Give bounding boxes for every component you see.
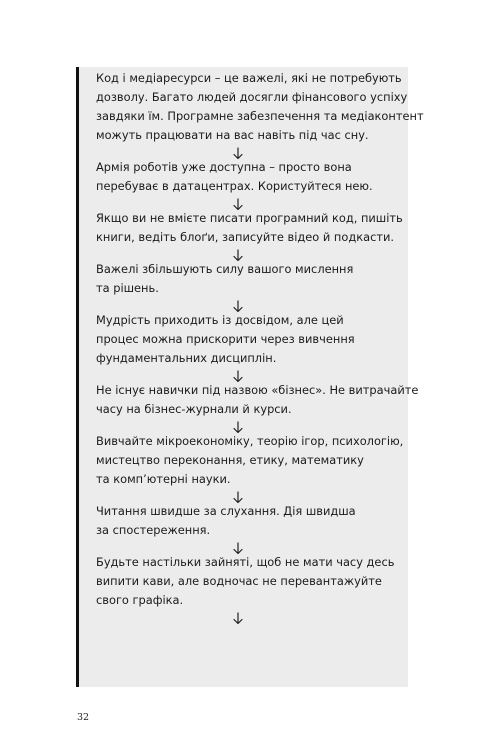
paragraph-line: та комп’ютерні науки. [96, 472, 231, 486]
paragraph-line: можуть працювати на вас навіть під час сну. [96, 128, 369, 142]
paragraph-line: мистецтво переконання, етику, математику [96, 453, 364, 467]
down-arrow-icon [232, 196, 244, 209]
flow-paragraph [96, 260, 402, 298]
callout-body [96, 69, 424, 623]
paragraph-line: Мудрість приходить із досвідом, але цей [96, 313, 344, 327]
paragraph-line: Армія роботів уже доступна – просто вона [96, 160, 352, 174]
paragraph-line: Будьте настільки зайняті, щоб не мати часу десь [96, 555, 395, 569]
down-arrow-icon [232, 489, 244, 502]
flow-paragraph [96, 381, 419, 419]
flow-paragraph [96, 158, 402, 196]
paragraph-line: перебуває в датацентрах. Користуйтеся нею. [96, 179, 373, 193]
paragraph-line: Не існує навички під назвою «бізнес». Не витрачайте [96, 383, 419, 397]
callout-left-bar [76, 67, 79, 687]
paragraph-line: часу на бізнес-журнали й курси. [96, 402, 292, 416]
paragraph-line: Вивчайте мікроекономіку, теорію ігор, психологію, [96, 434, 404, 448]
paragraph-line: випити кави, але водночас не перевантажуйте [96, 574, 382, 588]
down-arrow-icon [232, 540, 244, 553]
down-arrow-icon [232, 145, 244, 158]
down-arrow-icon [232, 610, 244, 623]
page-number: 32 [77, 712, 90, 723]
paragraph-line: Якщо ви не вмієте писати програмний код, пишіть [96, 211, 403, 225]
flow-paragraph [96, 502, 402, 540]
paragraph-line: за спостереження. [96, 523, 211, 537]
down-arrow-icon [232, 368, 244, 381]
flow-paragraph [96, 311, 402, 368]
paragraph-line: фундаментальних дисциплін. [96, 351, 277, 365]
flow-paragraph [96, 69, 424, 145]
paragraph-line: процес можна прискорити через вивчення [96, 332, 355, 346]
down-arrow-icon [232, 298, 244, 311]
down-arrow-icon [232, 247, 244, 260]
paragraph-line: дозволу. Багато людей досягли фінансового успіху [96, 90, 408, 104]
paragraph-line: книги, ведіть блоґи, записуйте відео й подкасти. [96, 230, 394, 244]
paragraph-line: та рішень. [96, 281, 159, 295]
paragraph-line: Код і медіаресурси – це важелі, які не потребують [96, 71, 402, 85]
flow-paragraph [96, 553, 402, 610]
paragraph-line: Важелі збільшують силу вашого мислення [96, 262, 354, 276]
paragraph-line: свого графіка. [96, 593, 184, 607]
summary-callout-box [76, 67, 424, 687]
paragraph-line: Читання швидше за слухання. Дія швидша [96, 504, 356, 518]
down-arrow-icon [232, 419, 244, 432]
flow-paragraph [96, 209, 402, 247]
paragraph-line: завдяки їм. Програмне забезпечення та медіаконтент [96, 109, 424, 123]
flow-paragraph [96, 432, 402, 489]
